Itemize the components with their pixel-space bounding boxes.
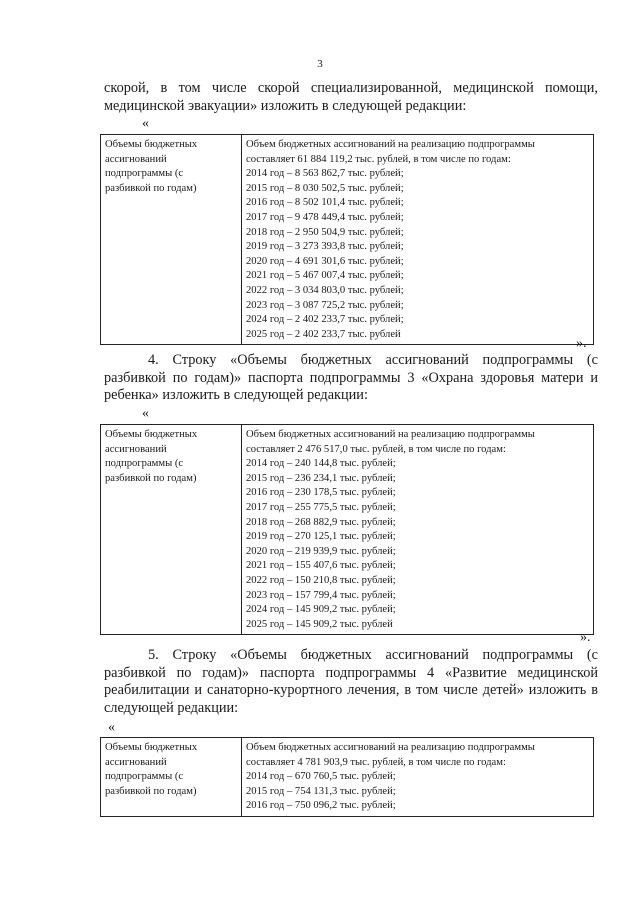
- value-line: 2016 год – 230 178,5 тыс. рублей;: [246, 487, 396, 499]
- value-line: 2023 год – 3 087 725,2 тыс. рублей;: [246, 299, 404, 311]
- label-line: Объемы бюджетных: [105, 139, 198, 150]
- value-line: составляет 61 884 119,2 тыс. рублей, в том числе по годам:: [246, 153, 511, 165]
- value-line: 2015 год – 236 234,1 тыс. рублей;: [246, 472, 396, 484]
- closing-quote: ».: [576, 336, 587, 351]
- value-line: 2021 год – 155 407,6 тыс. рублей;: [246, 560, 396, 572]
- table-label-cell: [101, 135, 242, 345]
- paragraph-line: реабилитации и санаторно-курортного лечения, в том числе детей» изложить в: [104, 682, 598, 698]
- paragraph-line: разбивкой по годам)» паспорта подпрограммы 3 «Охрана здоровья матери и: [104, 369, 598, 386]
- label-line: ассигнований: [105, 153, 167, 165]
- table-value-cell: [242, 425, 594, 635]
- budget-table-subprogram-3: [100, 424, 594, 635]
- opening-quote: «: [142, 116, 149, 131]
- value-line: 2020 год – 4 691 301,6 тыс. рублей;: [246, 255, 404, 267]
- opening-quote: «: [142, 406, 149, 421]
- budget-table-subprogram-4: [100, 737, 594, 817]
- value-line: Объем бюджетных ассигнований на реализацию подпрограммы: [246, 429, 535, 440]
- paragraph-line: 4. Строку «Объемы бюджетных ассигнований подпрограммы (с: [148, 352, 598, 368]
- value-line: 2019 год – 270 125,1 тыс. рублей;: [246, 531, 396, 543]
- value-line: 2024 год – 2 402 233,7 тыс. рублей;: [246, 314, 404, 326]
- value-line: 2016 год – 750 096,2 тыс. рублей;: [246, 800, 396, 812]
- label-line: подпрограммы (с: [105, 771, 184, 783]
- value-line: 2014 год – 670 760,5 тыс. рублей;: [246, 771, 396, 783]
- label-line: ассигнований: [105, 443, 167, 455]
- label-line: разбивкой по годам): [105, 785, 197, 797]
- value-line: 2022 год – 3 034 803,0 тыс. рублей;: [246, 284, 404, 296]
- paragraph-line: следующей редакции:: [104, 699, 239, 716]
- item-5-paragraph: [104, 647, 598, 717]
- value-line: 2015 год – 8 030 502,5 тыс. рублей;: [246, 182, 404, 194]
- paragraph-line: медицинской эвакуации» изложить в следующей редакции:: [104, 97, 467, 114]
- table-value-cell: [242, 738, 594, 817]
- budget-table-subprogram-2: [100, 134, 594, 345]
- value-line: 2022 год – 150 210,8 тыс. рублей;: [246, 574, 396, 586]
- label-line: подпрограммы (с: [105, 168, 184, 180]
- item-4-paragraph: [104, 352, 598, 405]
- value-line: 2016 год – 8 502 101,4 тыс. рублей;: [246, 197, 404, 209]
- value-line: 2018 год – 268 882,9 тыс. рублей;: [246, 516, 396, 528]
- label-line: ассигнований: [105, 756, 167, 768]
- paragraph-line: скорой, в том числе скорой специализированной, медицинской помощи,: [104, 80, 598, 96]
- label-line: Объемы бюджетных: [105, 429, 198, 440]
- paragraph-line: разбивкой по годам)» паспорта подпрограммы 4 «Развитие медицинской: [104, 664, 598, 681]
- paragraph-line: ребенка» изложить в следующей редакции:: [104, 387, 368, 403]
- intro-paragraph: [104, 80, 598, 115]
- table-label-cell: [101, 425, 242, 635]
- value-line: 2018 год – 2 950 504,9 тыс. рублей;: [246, 226, 404, 238]
- value-line: 2025 год – 145 909,2 тыс. рублей: [246, 618, 393, 630]
- paragraph-line: 5. Строку «Объемы бюджетных ассигнований подпрограммы (с: [148, 647, 598, 663]
- value-line: 2014 год – 240 144,8 тыс. рублей;: [246, 458, 396, 470]
- value-line: 2025 год – 2 402 233,7 тыс. рублей: [246, 328, 401, 340]
- value-line: составляет 4 781 903,9 тыс. рублей, в том числе по годам:: [246, 756, 506, 768]
- value-line: Объем бюджетных ассигнований на реализацию подпрограммы: [246, 742, 535, 753]
- value-line: 2024 год – 145 909,2 тыс. рублей;: [246, 604, 396, 616]
- closing-quote: ».: [580, 630, 591, 645]
- value-line: 2017 год – 9 478 449,4 тыс. рублей;: [246, 211, 404, 223]
- value-line: 2017 год – 255 775,5 тыс. рублей;: [246, 501, 396, 513]
- table-value-cell: [242, 135, 594, 345]
- label-line: разбивкой по годам): [105, 472, 197, 484]
- label-line: разбивкой по годам): [105, 182, 197, 194]
- label-line: Объемы бюджетных: [105, 742, 198, 753]
- opening-quote: «: [108, 720, 115, 735]
- page-number: 3: [317, 58, 323, 70]
- value-line: составляет 2 476 517,0 тыс. рублей, в том числе по годам:: [246, 443, 506, 455]
- value-line: 2020 год – 219 939,9 тыс. рублей;: [246, 545, 396, 557]
- value-line: 2023 год – 157 799,4 тыс. рублей;: [246, 589, 396, 601]
- value-line: 2015 год – 754 131,3 тыс. рублей;: [246, 785, 396, 797]
- value-line: 2014 год – 8 563 862,7 тыс. рублей;: [246, 168, 404, 180]
- value-line: 2021 год – 5 467 007,4 тыс. рублей;: [246, 270, 404, 282]
- label-line: подпрограммы (с: [105, 458, 184, 470]
- table-label-cell: [101, 738, 242, 817]
- value-line: Объем бюджетных ассигнований на реализацию подпрограммы: [246, 139, 535, 150]
- value-line: 2019 год – 3 273 393,8 тыс. рублей;: [246, 241, 404, 253]
